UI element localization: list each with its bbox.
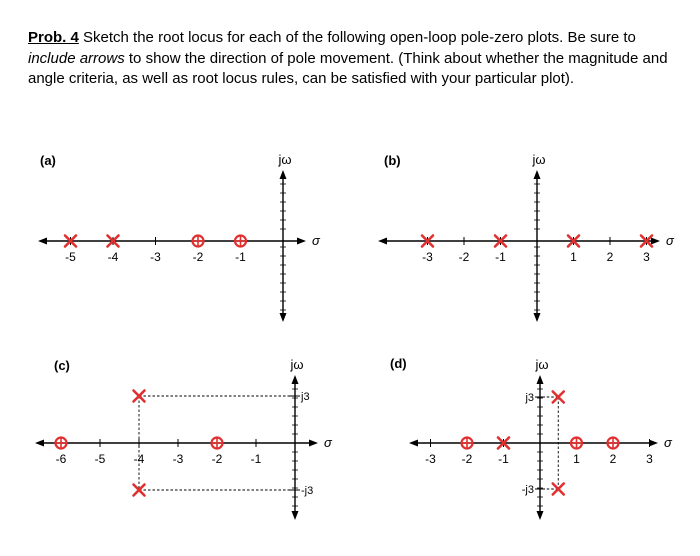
problem-text-before: Sketch the root locus for each of the following open-loop pole-zero plots. Be sure to <box>78 29 636 46</box>
real-tick-label: -2 <box>192 250 204 264</box>
real-axis-label: σ <box>664 435 672 450</box>
panel-d-label: (d) <box>390 356 407 371</box>
real-tick-label: -3 <box>172 452 184 466</box>
real-axis-left-arrow <box>409 440 418 447</box>
imag-tick-label: j3 <box>525 392 534 404</box>
pole-marker <box>553 392 564 403</box>
panel-b-label: (b) <box>384 153 401 168</box>
zero-marker <box>571 438 582 449</box>
real-tick-label: 3 <box>643 250 650 264</box>
zero-marker <box>608 438 619 449</box>
zero-marker <box>212 438 223 449</box>
real-tick-label: -3 <box>425 452 436 466</box>
real-axis-right-arrow <box>651 238 660 245</box>
imag-axis-up-arrow <box>534 170 541 179</box>
real-tick-label: 1 <box>573 452 580 466</box>
real-axis-right-arrow <box>649 440 658 447</box>
imag-axis-down-arrow <box>534 313 541 322</box>
panel-a <box>38 152 321 322</box>
real-tick-label: 2 <box>606 250 614 264</box>
real-tick-label: 2 <box>609 452 617 466</box>
real-tick-label: -4 <box>133 452 145 466</box>
imag-tick-label: -j3 <box>521 484 534 496</box>
imag-axis-up-arrow <box>292 375 299 384</box>
real-tick-label: -1 <box>250 452 262 466</box>
real-axis-left-arrow <box>378 238 387 245</box>
panel-b <box>378 152 675 322</box>
real-tick-label: -2 <box>211 452 223 466</box>
imag-axis-up-arrow <box>280 170 287 179</box>
real-tick-label: -3 <box>150 250 161 264</box>
imag-axis-up-arrow <box>537 375 544 384</box>
zero-marker <box>235 236 246 247</box>
real-axis-right-arrow <box>297 238 306 245</box>
real-tick-label: -5 <box>65 250 76 264</box>
panel-c-label: (c) <box>54 358 70 373</box>
real-tick-label: -1 <box>235 250 246 264</box>
imag-axis-label: jω <box>278 152 292 167</box>
zero-marker <box>462 438 473 449</box>
problem-text-after: to show the direction of pole movement. (Think about whether the magnitude and angle criteria, as well as root locus rules, can be satisfied with your particular plot). <box>28 49 668 87</box>
real-tick-label: -1 <box>498 452 509 466</box>
zero-marker <box>56 438 67 449</box>
imag-tick-label: -j3 <box>301 485 314 497</box>
real-tick-label: -5 <box>94 452 106 466</box>
pole-marker <box>553 484 564 495</box>
imag-axis-down-arrow <box>537 511 544 520</box>
imag-axis-label: jω <box>535 357 549 372</box>
real-tick-label: -4 <box>107 250 119 264</box>
real-tick-label: -3 <box>422 250 433 264</box>
imag-axis-label: jω <box>532 152 546 167</box>
real-tick-label: -1 <box>495 250 506 264</box>
panel-a-label: (a) <box>40 153 56 168</box>
real-axis-left-arrow <box>35 440 44 447</box>
imag-axis-label: jω <box>290 357 304 372</box>
pole-marker <box>134 391 145 402</box>
imag-tick-label: j3 <box>301 391 310 403</box>
real-axis-label: σ <box>324 435 332 450</box>
real-tick-label: -2 <box>461 452 473 466</box>
problem-emphasis: include arrows <box>28 49 125 67</box>
imag-axis-down-arrow <box>280 313 287 322</box>
real-tick-label: -2 <box>458 250 470 264</box>
problem-label: Prob. 4 <box>28 29 79 46</box>
panel-d <box>409 357 673 520</box>
real-tick-label: -6 <box>55 452 67 466</box>
panel-c <box>35 357 333 520</box>
real-axis-right-arrow <box>309 440 318 447</box>
real-axis-left-arrow <box>38 238 47 245</box>
real-axis-label: σ <box>666 233 674 248</box>
real-tick-label: 3 <box>646 452 653 466</box>
imag-axis-down-arrow <box>292 511 299 520</box>
real-axis-label: σ <box>312 233 320 248</box>
zero-marker <box>193 236 204 247</box>
real-tick-label: 1 <box>570 250 577 264</box>
